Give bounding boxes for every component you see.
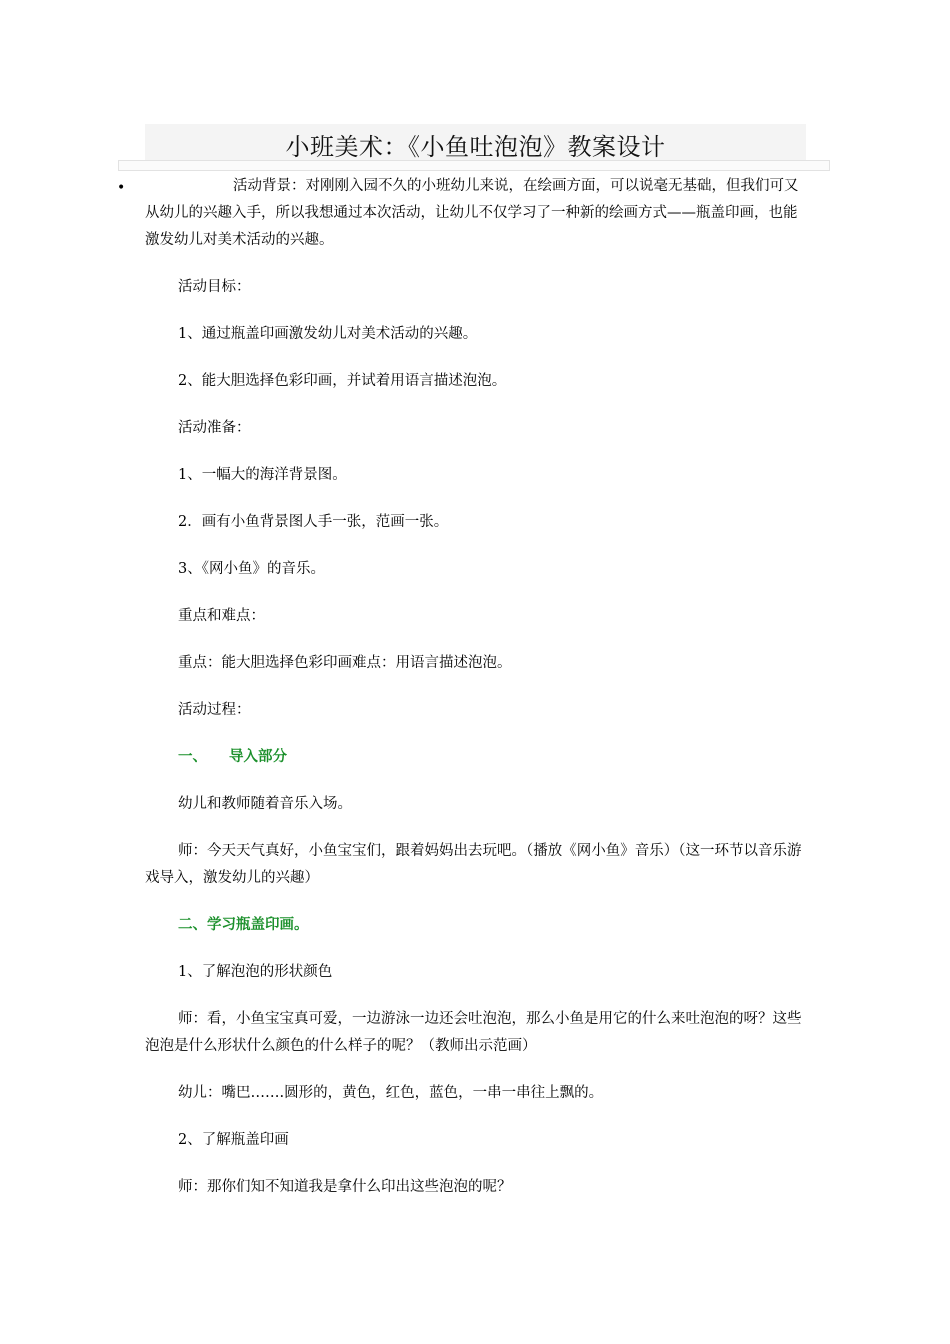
section-2-paragraph-3: 师：那你们知不知道我是拿什么印出这些泡泡的呢？ <box>178 1179 512 1195</box>
section-1-paragraph-1: 幼儿和教师随着音乐入场。 <box>178 796 352 812</box>
prep-item-3: 3、《网小鱼》的音乐。 <box>178 561 325 577</box>
section-1-paragraph-2: 师：今天天气真好，小鱼宝宝们，跟着妈妈出去玩吧。（播放《网小鱼》音乐）（这一环节以音乐游戏导入，激发幼儿的兴趣） <box>145 843 802 886</box>
section-2-paragraph-1: 师：看，小鱼宝宝真可爱，一边游泳一边还会吐泡泡，那么小鱼是用它的什么来吐泡泡的呀？这些泡泡是什么形状什么颜色的什么样子的呢？（教师出示范画） <box>145 1011 802 1054</box>
goal-item-2: 2、能大胆选择色彩印画，并试着用语言描述泡泡。 <box>178 373 507 389</box>
page-title: 小班美术：《小鱼吐泡泡》教案设计 <box>285 133 666 161</box>
section-2-subheading-2: 2、了解瓶盖印画 <box>178 1132 289 1148</box>
section-1-heading <box>145 744 809 771</box>
process-heading: 活动过程： <box>178 702 251 718</box>
prep-item-2: 2．画有小鱼背景图人手一张，范画一张。 <box>178 514 449 530</box>
key-heading: 重点和难点： <box>178 608 265 624</box>
goal-item-1: 1、通过瓶盖印画激发幼儿对美术活动的兴趣。 <box>178 326 478 342</box>
section-2-heading: 二、学习瓶盖印画。 <box>178 917 309 933</box>
goals-heading: 活动目标： <box>178 279 251 295</box>
section-2-paragraph-2: 幼儿：嘴巴…….圆形的，黄色，红色，蓝色，一串一串往上飘的。 <box>178 1085 604 1101</box>
section-1-number: 一、 <box>178 749 207 765</box>
intro-paragraph: 活动背景：对刚刚入园不久的小班幼儿来说，在绘画方面，可以说毫无基础，但我们可又从幼儿的兴趣入手，所以我想通过本次活动，让幼儿不仅学习了一种新的绘画方式——瓶盖印画，也能激发幼儿对美术活动的兴趣。 <box>145 178 799 248</box>
section-2-subheading-1: 1、了解泡泡的形状颜色 <box>178 964 333 980</box>
prep-item-1: 1、一幅大的海洋背景图。 <box>178 467 347 483</box>
prep-heading: 活动准备： <box>178 420 251 436</box>
key-text: 重点：能大胆选择色彩印画难点：用语言描述泡泡。 <box>178 655 512 671</box>
list-bullet: • <box>117 180 126 196</box>
section-1-title: 导入部分 <box>229 749 287 765</box>
document-body <box>145 173 809 1221</box>
